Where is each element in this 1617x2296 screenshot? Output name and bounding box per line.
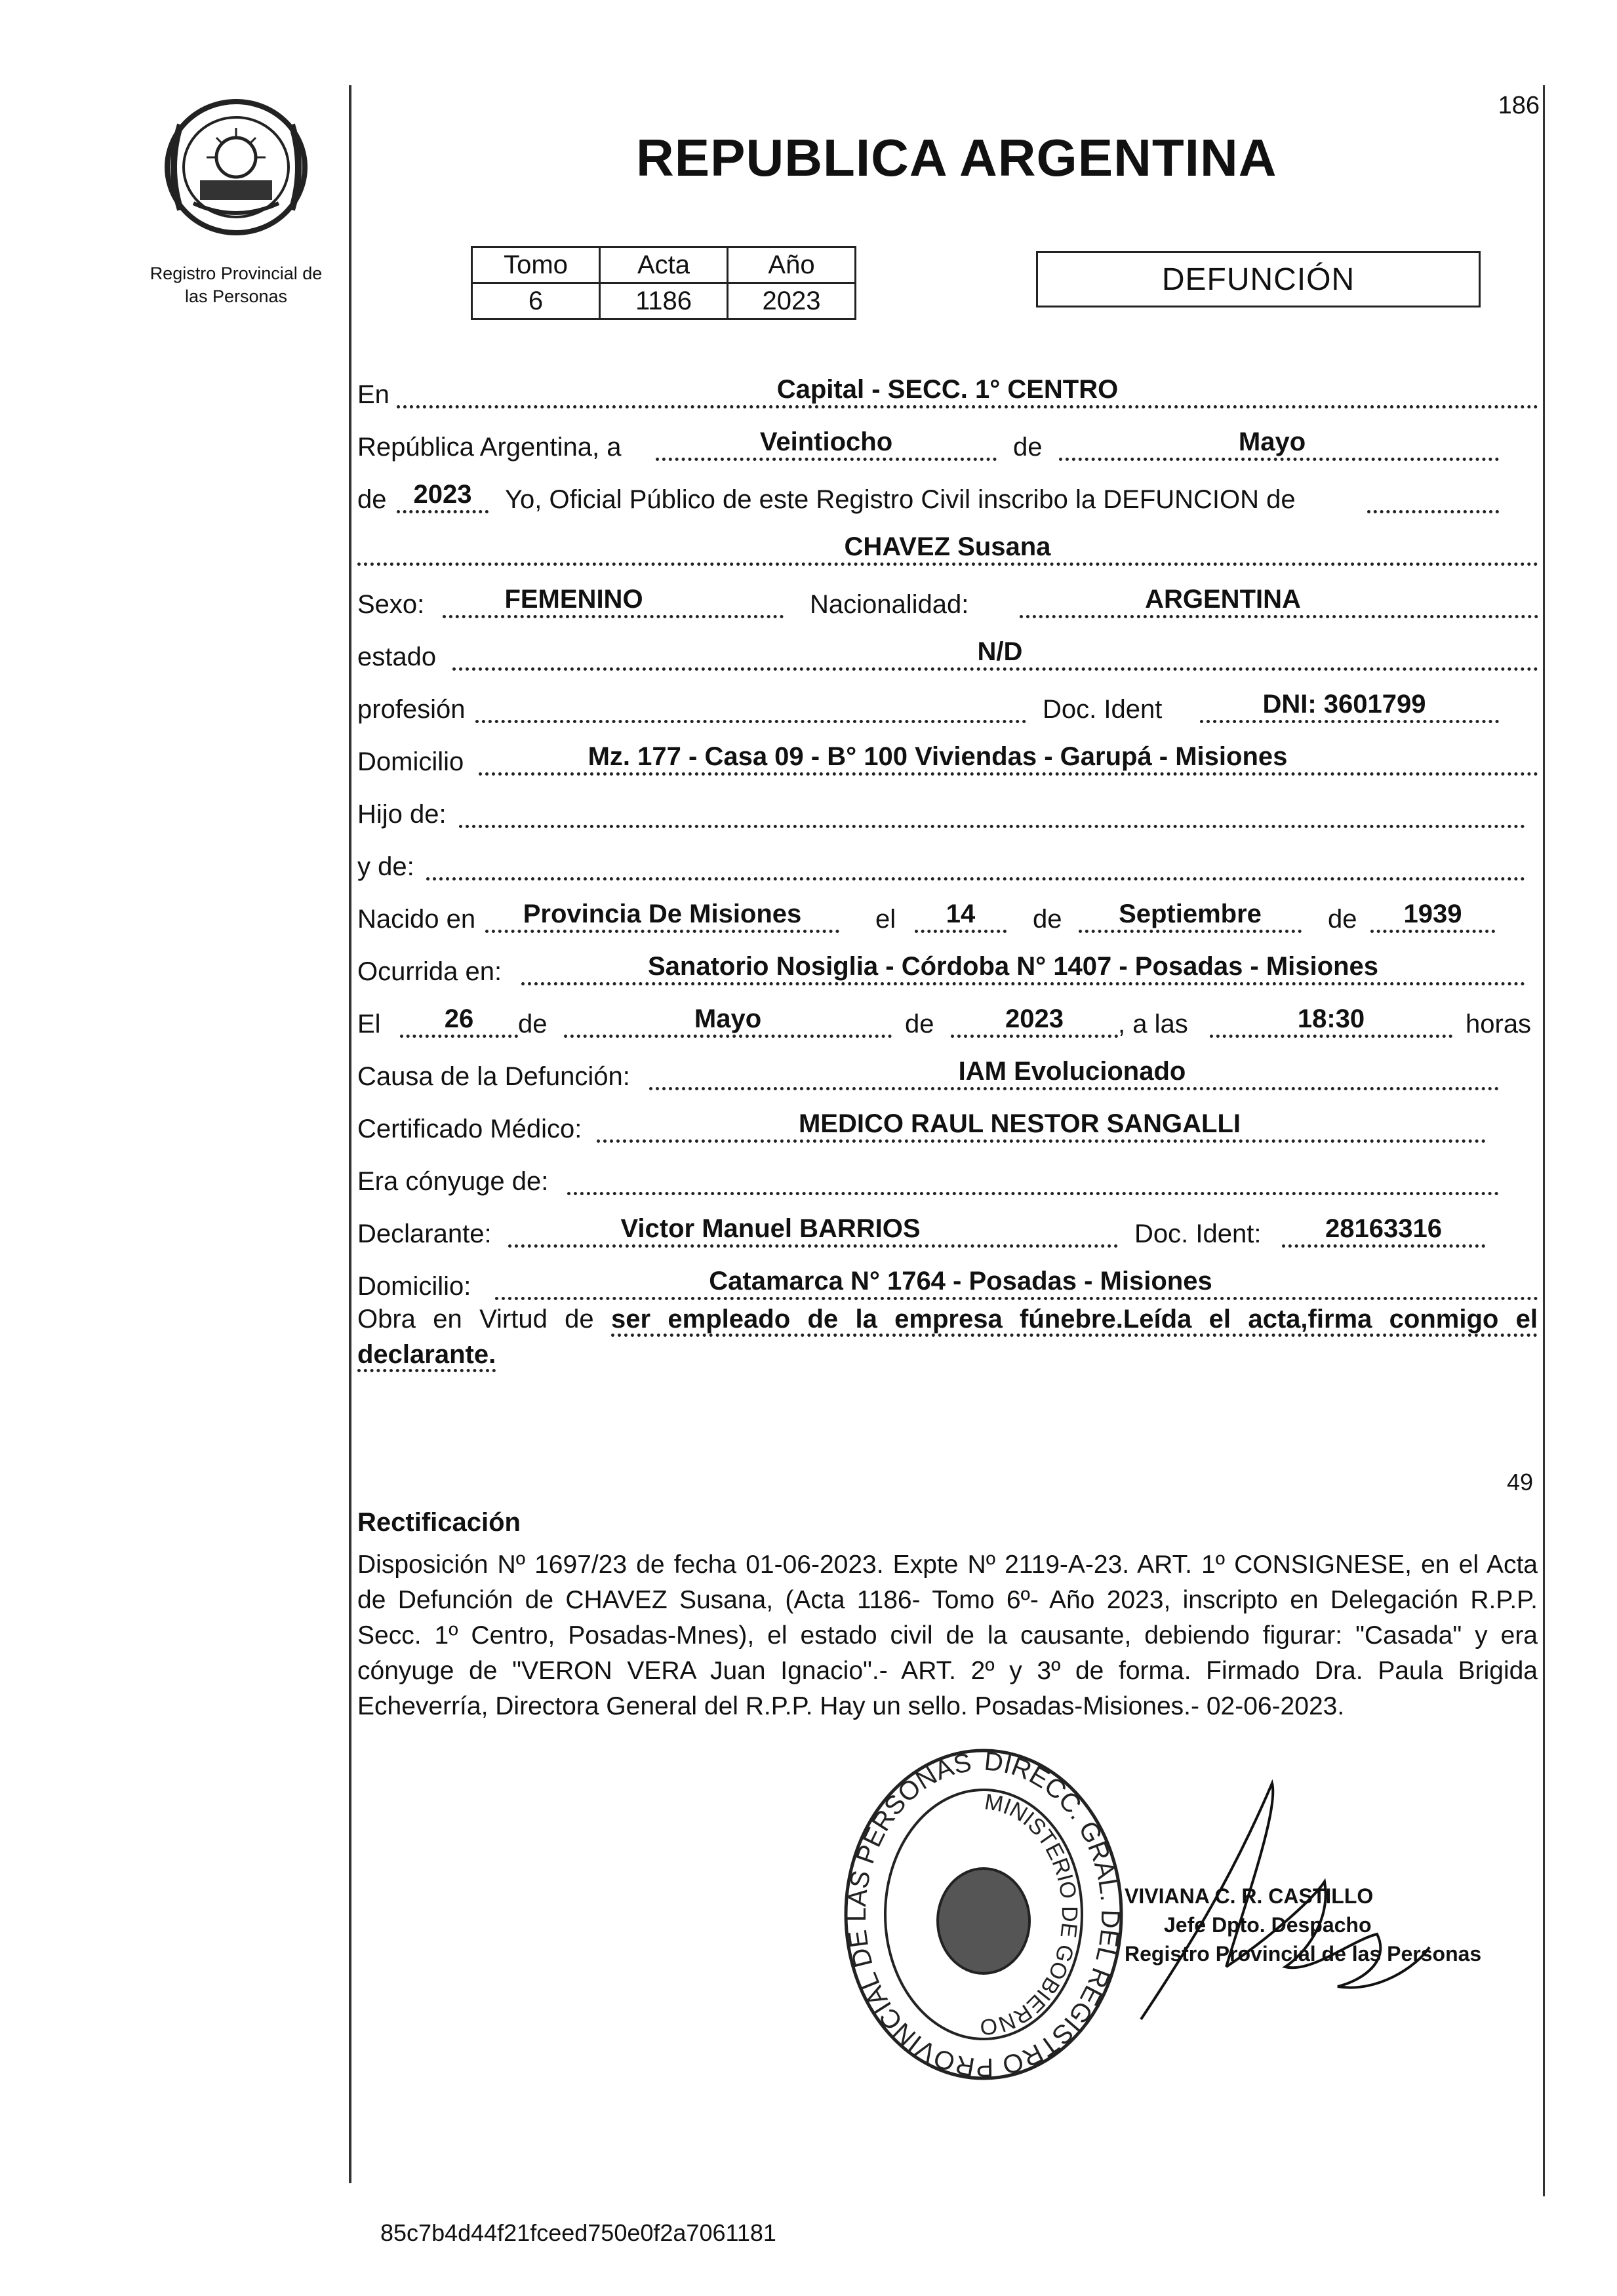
place-value: Capital - SECC. 1° CENTRO xyxy=(776,375,1119,404)
birth-month-value: Septiembre xyxy=(1119,900,1262,928)
document-type-box: DEFUNCIÓN xyxy=(1036,251,1481,307)
deceased-name: CHAVEZ Susana xyxy=(844,532,1051,561)
handwritten-signature xyxy=(1115,1770,1456,2032)
row-deceased-name xyxy=(357,525,1538,570)
official-stamp xyxy=(839,1744,1128,2085)
doc-ident-value: DNI: 3601799 xyxy=(1262,690,1426,719)
signatory-office: Registro Provincial de las Personas xyxy=(1125,1942,1482,1966)
death-time-value: 18:30 xyxy=(1297,1004,1365,1033)
death-year-value: 2023 xyxy=(1005,1004,1064,1033)
day-words-value: Veintiocho xyxy=(759,427,893,456)
table-header-ano: Año xyxy=(728,247,856,283)
declarant-doc-value: 28163316 xyxy=(1325,1214,1442,1243)
registry-name: Registro Provincial de las Personas xyxy=(150,264,323,306)
row-certificado: Certificado Médico: MEDICO RAUL NESTOR SANGALLI xyxy=(357,1101,1538,1147)
death-month-value: Mayo xyxy=(694,1004,762,1033)
row-death-date: El 26 de Mayo de 2023 , a las 18:30 horas xyxy=(357,1004,1532,1039)
birth-place-value: Provincia De Misiones xyxy=(523,900,802,928)
table-value-acta: 1186 xyxy=(600,283,728,319)
nacionalidad-value: ARGENTINA xyxy=(1145,585,1301,614)
row-conyuge: Era cónyuge de: xyxy=(357,1154,1538,1200)
row-declarante: Declarante: Victor Manuel BARRIOS Doc. Ident: 28163316 xyxy=(357,1206,1538,1252)
table-value-tomo: 6 xyxy=(472,283,600,319)
death-place-value: Sanatorio Nosiglia - Córdoba N° 1407 - Posadas - Misiones xyxy=(647,952,1379,981)
birth-day-value: 14 xyxy=(946,900,976,928)
row-ocurrida: Ocurrida en: Sanatorio Nosiglia - Córdoba N° 1407 - Posadas - Misiones xyxy=(357,944,1538,990)
side-number: 49 xyxy=(1506,1469,1533,1495)
sexo-value: FEMENINO xyxy=(504,585,643,614)
row-hijo-de: Hijo de: xyxy=(357,787,1538,833)
row-domicilio-declarante: Domicilio: Catamarca N° 1764 - Posadas - Misiones xyxy=(357,1259,1538,1305)
row-republica: República Argentina, a Veintiocho de Mayo xyxy=(357,420,1538,465)
rectificacion-title: Rectificación xyxy=(357,1508,521,1537)
declarant-address-value: Catamarca N° 1764 - Posadas - Misiones xyxy=(709,1267,1212,1296)
table-value-ano: 2023 xyxy=(728,283,856,319)
signatory-position: Jefe Dpto. Despacho xyxy=(1164,1913,1372,1937)
table-header-acta: Acta xyxy=(600,247,728,283)
table-header-tomo: Tomo xyxy=(472,247,600,283)
province-logo xyxy=(154,92,318,243)
death-day-value: 26 xyxy=(444,1004,474,1033)
certificate-value: MEDICO RAUL NESTOR SANGALLI xyxy=(798,1109,1241,1138)
obra-en-virtud: Obra en Virtud de ser empleado de la empresa fúnebre.Leída el acta,firma conmigo el declarante. xyxy=(357,1301,1538,1372)
signatory-name: VIVIANA C. R. CASTILLO xyxy=(1125,1884,1374,1908)
estado-value: N/D xyxy=(977,637,1023,666)
left-margin-rule xyxy=(349,85,351,2183)
right-margin-rule xyxy=(1543,85,1545,2196)
birth-year-value: 1939 xyxy=(1403,900,1462,928)
month-value: Mayo xyxy=(1238,427,1306,456)
svg-text:DIRECC. GRAL. DEL REGISTRO PRO: DIRECC. GRAL. DEL REGISTRO PROVINCIAL DE LAS PERSONAS xyxy=(842,1747,1125,2082)
row-domicilio: Domicilio Mz. 177 - Casa 09 - B° 100 Viviendas - Garupá - Misiones xyxy=(357,734,1538,780)
svg-text:MINISTERIO DE GOBIERNO: MINISTERIO DE GOBIERNO xyxy=(979,1789,1082,2040)
row-estado: estado N/D xyxy=(357,629,1538,675)
page-title: REPUBLICA ARGENTINA xyxy=(636,129,1277,187)
row-causa: Causa de la Defunción: IAM Evolucionado xyxy=(357,1049,1538,1095)
volume-record-table xyxy=(471,246,856,320)
row-y-de: y de: xyxy=(357,839,1538,885)
row-year: de 2023 Yo, Oficial Público de este Registro Civil inscribo la DEFUNCION de xyxy=(357,472,1538,518)
row-en: En Capital - SECC. 1° CENTRO xyxy=(357,367,1538,413)
rectificacion-text: Disposición Nº 1697/23 de fecha 01-06-2023. Expte Nº 2119-A-23. ART. 1º CONSIGNESE, en el Acta de Defunción de CHAVEZ Susana, (Acta 1186- Tomo 6º- Año 2023, inscripto en Delegación R.P.P. Secc. 1º Centro, Posadas-Mnes), el estado civil de la causante, debiendo figurar: "Casada" y era cónyuge de "VERON VERA Juan Ignacio".- ART. 2º y 3º de forma. Firmado Dra. Paula Brigida Echeverría, Directora General del R.P.P. Hay un sello. Posadas-Misiones.- 02-06-2023. xyxy=(357,1551,1538,1720)
domicilio-value: Mz. 177 - Casa 09 - B° 100 Viviendas - Garupá - Misiones xyxy=(588,742,1288,771)
year-value: 2023 xyxy=(413,480,472,509)
page-number: 186 xyxy=(1498,92,1540,119)
row-profesion: profesión Doc. Ident DNI: 3601799 xyxy=(357,682,1538,728)
cause-value: IAM Evolucionado xyxy=(958,1057,1186,1086)
obra-value: ser empleado de la empresa fúnebre.Leída el acta,firma conmigo el declarante. xyxy=(357,1305,1538,1372)
declarant-name-value: Victor Manuel BARRIOS xyxy=(620,1214,921,1243)
row-nacido: Nacido en Provincia De Misiones el 14 de Septiembre de 1939 xyxy=(357,892,1538,938)
document-hash: 85c7b4d44f21fceed750e0f2a7061181 xyxy=(380,2219,776,2246)
row-sexo: Sexo: FEMENINO Nacionalidad: ARGENTINA xyxy=(357,577,1538,623)
